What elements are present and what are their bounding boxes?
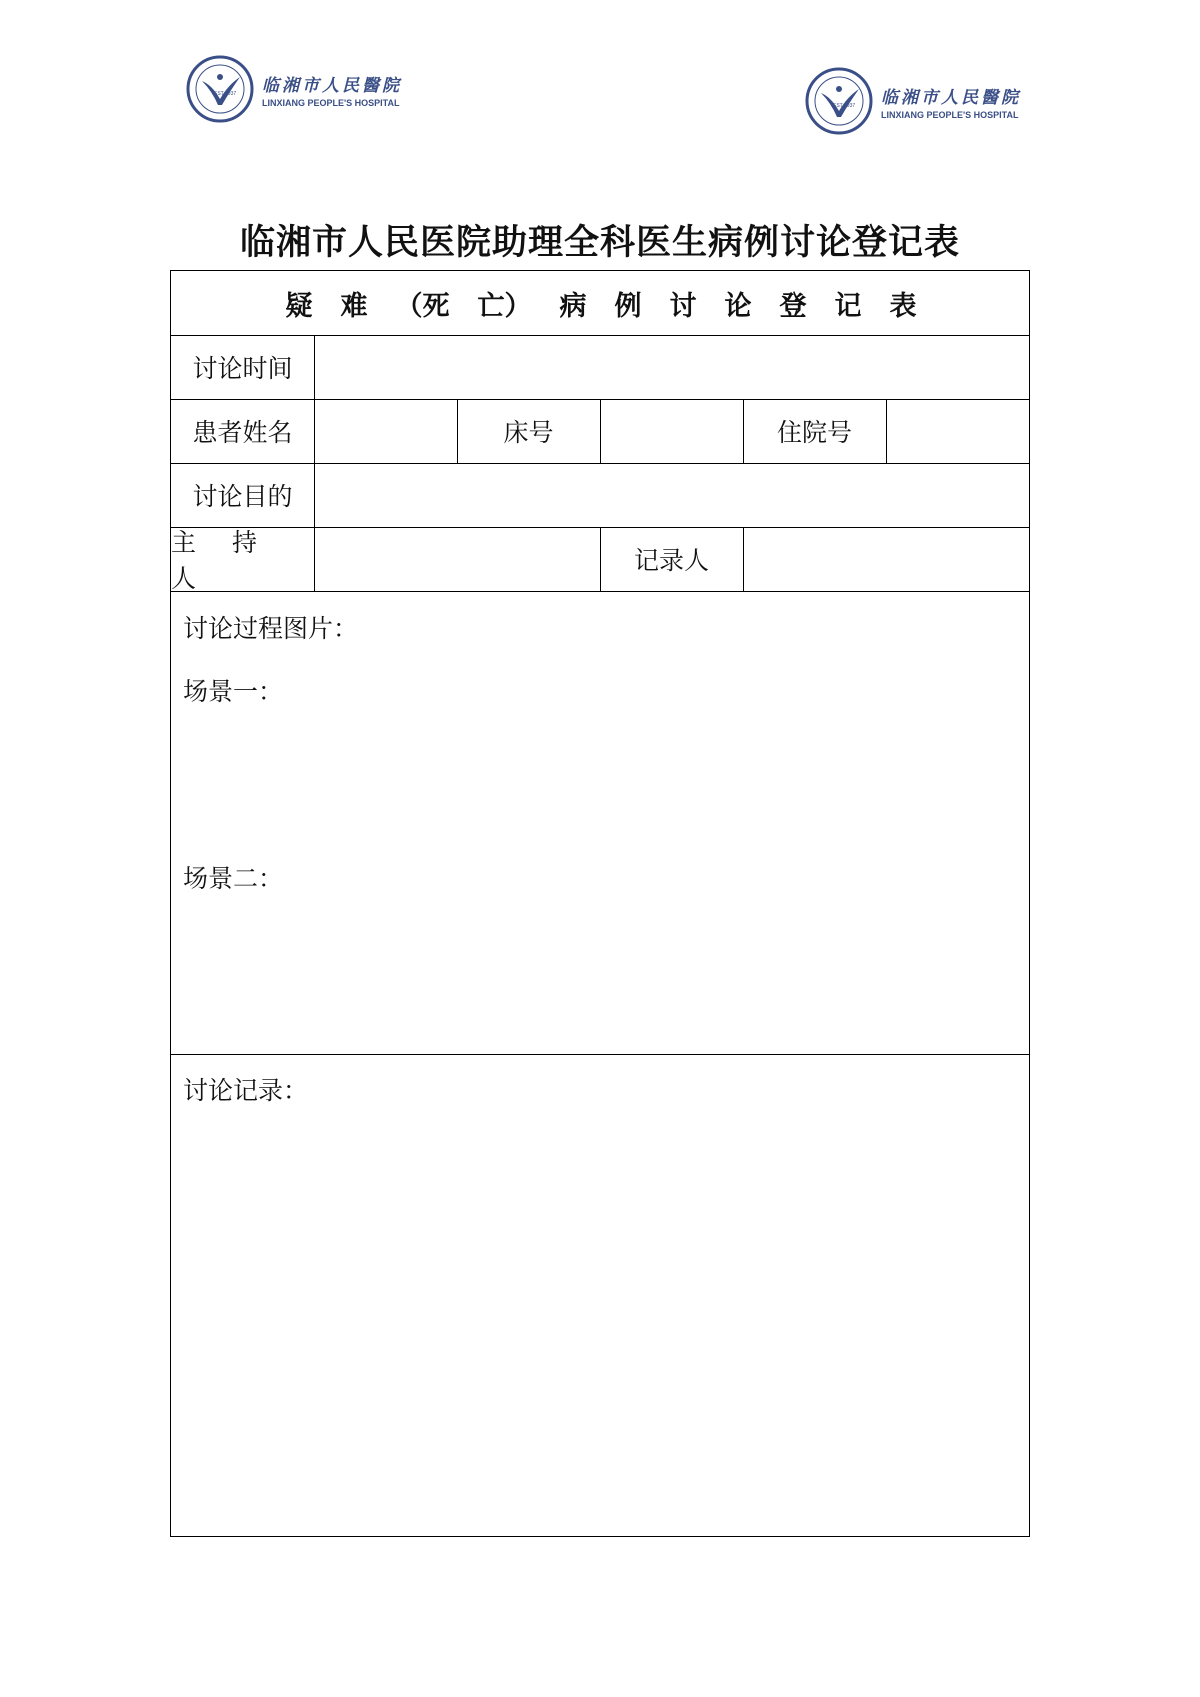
recorder-label: 记录人	[633, 546, 709, 575]
bed-number-label: 床号	[503, 418, 554, 447]
hospital-logo-left	[186, 55, 402, 123]
form-header-char: 疑	[285, 290, 313, 322]
discussion-time-field[interactable]	[314, 335, 1031, 399]
discussion-photos-label: 讨论过程图片：	[183, 614, 359, 643]
recorder-field[interactable]	[743, 527, 1031, 591]
form-header-char: 论	[724, 290, 752, 322]
hospital-name-cn: 临湘市人民醫院	[262, 75, 402, 96]
hospital-name-en: LINXIANG PEOPLE'S HOSPITAL	[262, 97, 400, 108]
document-title: 临湘市人民医院助理全科医生病例讨论登记表	[239, 222, 960, 263]
form-header-char: 讨	[669, 290, 697, 322]
form-header	[171, 271, 1031, 335]
discussion-time-label: 讨论时间	[192, 354, 293, 383]
scene-one-label: 场景一：	[183, 677, 284, 706]
bed-number-field[interactable]	[600, 399, 743, 463]
form-header-char: 亡）	[477, 290, 532, 322]
host-label: 主 持 人	[171, 528, 271, 593]
discussion-purpose-label: 讨论目的	[192, 482, 293, 511]
host-field[interactable]	[314, 527, 600, 591]
seal-text: EST 1937	[833, 103, 856, 109]
form-header-char: 病	[559, 290, 587, 322]
seal-text: EST 1937	[214, 91, 237, 97]
discussion-purpose-field[interactable]	[314, 463, 1031, 527]
scene-two-label: 场景二：	[183, 864, 284, 893]
hospital-name-cn: 临湘市人民醫院	[881, 87, 1021, 108]
hospital-emblem-icon	[805, 67, 873, 135]
hospital-emblem-icon	[186, 55, 254, 123]
form-header-char: 例	[614, 290, 642, 322]
form-header-char: 记	[834, 290, 862, 322]
hospital-logo-right	[805, 67, 1021, 135]
case-discussion-form	[170, 270, 1030, 1537]
admission-number-field[interactable]	[886, 399, 1031, 463]
discussion-record-label: 讨论记录：	[183, 1076, 309, 1105]
form-header-char: 表	[889, 290, 917, 322]
patient-name-label: 患者姓名	[192, 418, 293, 447]
hospital-name-en: LINXIANG PEOPLE'S HOSPITAL	[881, 109, 1019, 120]
form-header-char: （死	[395, 290, 450, 322]
form-header-char: 难	[340, 290, 368, 322]
form-header-char: 登	[779, 290, 807, 322]
patient-name-field[interactable]	[314, 399, 457, 463]
admission-number-label: 住院号	[776, 418, 852, 447]
